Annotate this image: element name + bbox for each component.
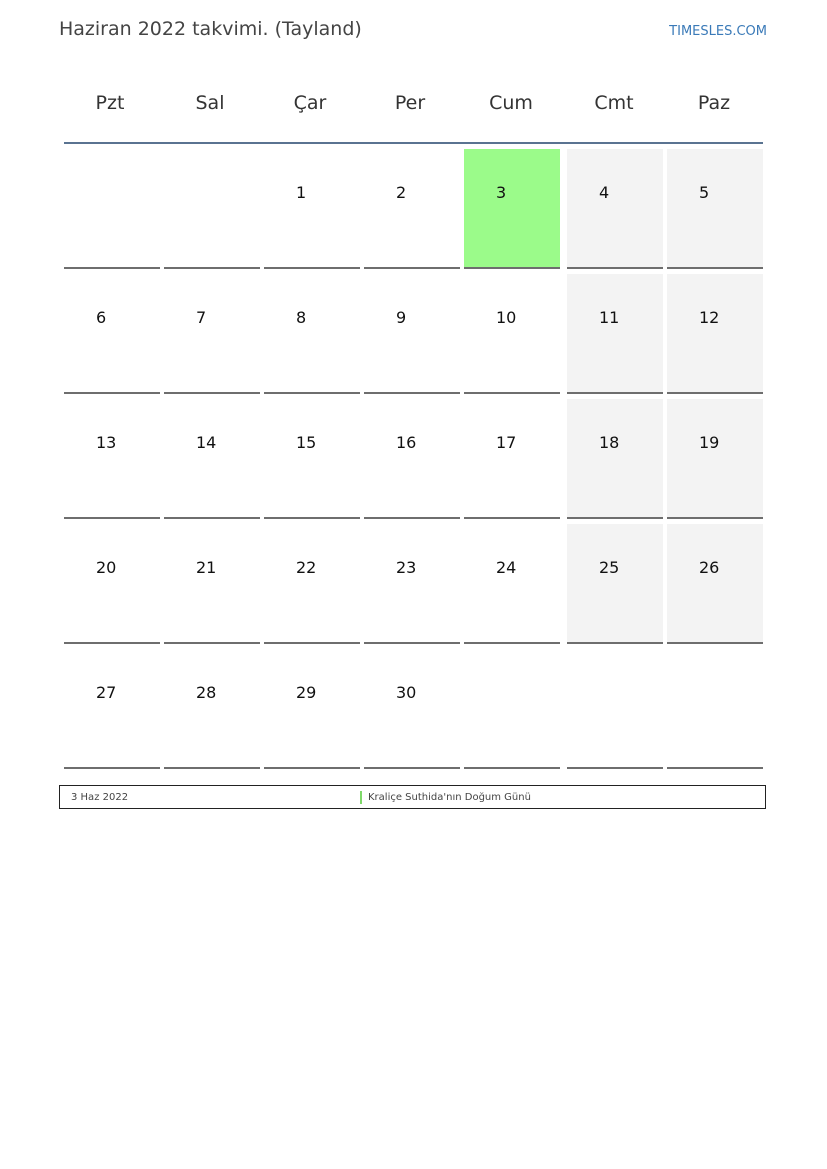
day-number: 7 [196,308,207,327]
day-cell[interactable] [567,274,663,394]
day-cell[interactable] [364,399,460,519]
day-number: 6 [96,308,107,327]
day-cell[interactable] [567,399,663,519]
day-number: 10 [496,308,517,327]
day-number: 26 [699,558,720,577]
day-number: 25 [599,558,620,577]
day-cell[interactable] [64,274,160,394]
day-number: 30 [396,683,417,702]
day-cell[interactable] [264,399,360,519]
day-number: 20 [96,558,117,577]
legend-date: 3 Haz 2022 [71,792,129,803]
day-number: 27 [96,683,117,702]
day-cell[interactable] [264,649,360,769]
day-cell[interactable] [567,524,663,644]
day-cell[interactable] [667,399,763,519]
day-cell[interactable] [64,399,160,519]
holiday-legend [59,785,766,809]
brand-link[interactable]: TIMESLES.COM [669,24,767,39]
header-divider [64,142,763,144]
empty-day-cell [464,649,560,769]
day-number: 29 [296,683,317,702]
day-cell[interactable] [264,149,360,269]
day-number: 21 [196,558,217,577]
day-number: 16 [396,433,417,452]
day-number: 13 [96,433,117,452]
day-number: 15 [296,433,317,452]
day-cell-holiday[interactable] [464,149,560,269]
empty-day-cell [667,649,763,769]
day-cell[interactable] [667,149,763,269]
day-number: 5 [699,183,710,202]
day-cell[interactable] [264,274,360,394]
day-number: 2 [396,183,407,202]
empty-day-cell [64,149,160,269]
day-number: 14 [196,433,217,452]
weekday-label: Çar [293,92,327,114]
day-cell[interactable] [464,399,560,519]
day-cell[interactable] [264,524,360,644]
day-number: 9 [396,308,407,327]
day-cell[interactable] [364,649,460,769]
day-number: 11 [599,308,620,327]
weekday-label: Per [394,92,426,114]
day-number: 17 [496,433,517,452]
day-cell[interactable] [364,149,460,269]
day-cell[interactable] [64,649,160,769]
weekday-header-row [62,78,765,128]
day-number: 23 [396,558,417,577]
weekday-label: Cum [489,92,533,114]
day-cell[interactable] [364,524,460,644]
weekday-label: Pzt [95,92,125,114]
day-cell[interactable] [667,524,763,644]
day-cell[interactable] [464,274,560,394]
day-number: 28 [196,683,217,702]
day-cell[interactable] [164,399,260,519]
day-number: 1 [296,183,307,202]
day-number: 3 [496,183,507,202]
weekday-label: Paz [697,92,731,114]
day-number: 18 [599,433,620,452]
day-cell[interactable] [164,649,260,769]
day-number: 24 [496,558,517,577]
day-cell[interactable] [464,524,560,644]
weekday-label: Cmt [594,92,634,114]
day-cell[interactable] [64,524,160,644]
day-cell[interactable] [567,149,663,269]
day-cell[interactable] [164,524,260,644]
day-number: 4 [599,183,610,202]
legend-color-marker [360,791,362,804]
page-title: Haziran 2022 takvimi. (Tayland) [59,18,362,40]
day-cell[interactable] [364,274,460,394]
empty-day-cell [567,649,663,769]
day-number: 12 [699,308,720,327]
empty-day-cell [164,149,260,269]
weekday-label: Sal [195,92,225,114]
day-number: 22 [296,558,317,577]
day-number: 8 [296,308,307,327]
day-cell[interactable] [667,274,763,394]
legend-holiday-name: Kraliçe Suthida'nın Doğum Günü [368,792,531,803]
day-number: 19 [699,433,720,452]
day-cell[interactable] [164,274,260,394]
